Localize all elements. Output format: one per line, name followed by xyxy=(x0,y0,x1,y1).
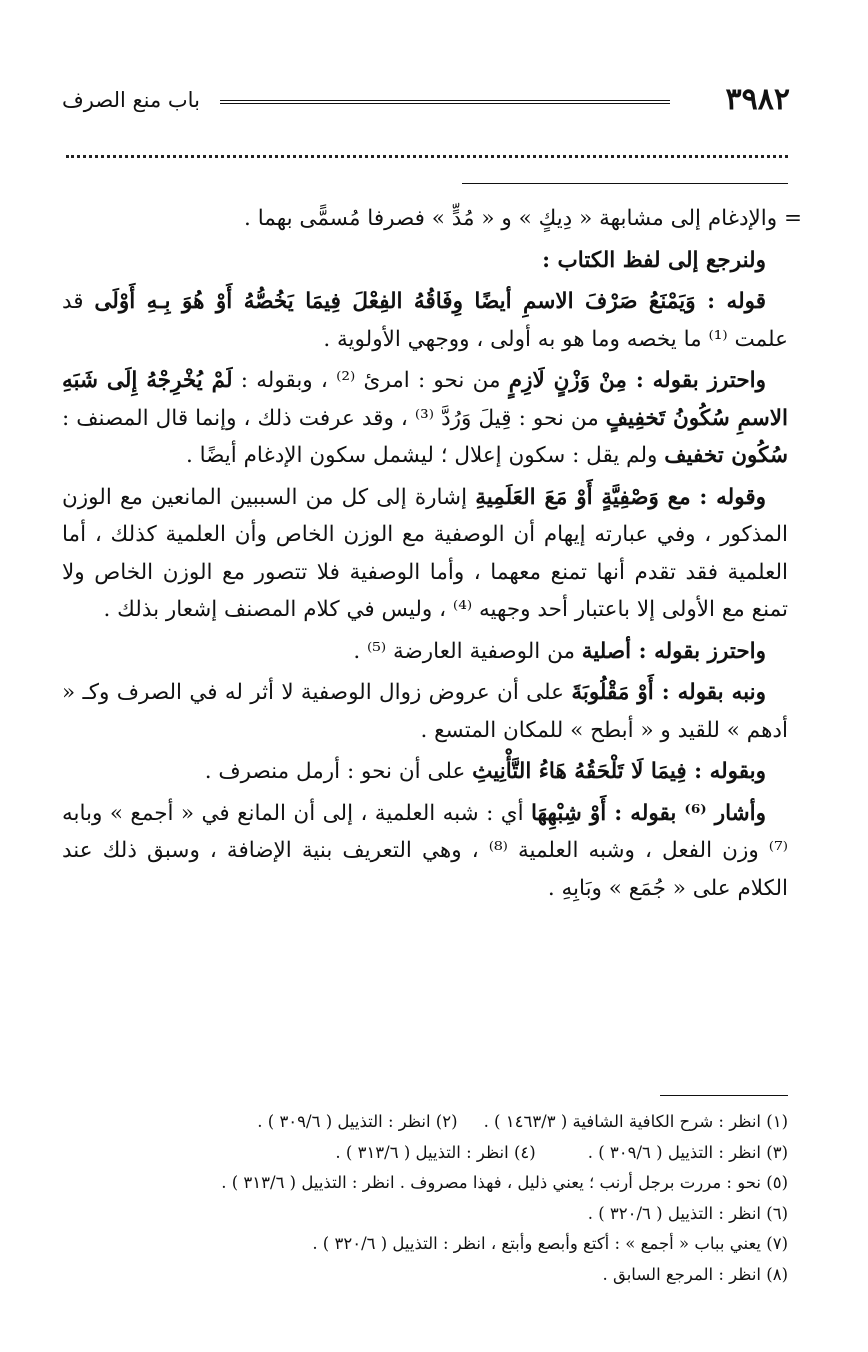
page-header xyxy=(62,82,790,122)
header-double-rule xyxy=(220,100,670,104)
bold-phrase: وبقوله : xyxy=(686,759,766,784)
footnote-8: (٨) انظر : المرجع السابق . xyxy=(602,1264,788,1284)
paragraph xyxy=(62,242,788,280)
footnote-2: (٢) انظر : التذييل ( ٣٠٩/٦ ) . xyxy=(257,1112,458,1131)
bold-phrase: ولنرجع إلى لفظ الكتاب : xyxy=(542,247,766,273)
quoted-matn: أصلية xyxy=(581,638,632,664)
footnote-3: (٣) انظر : التذييل ( ٣٠٩/٦ ) . xyxy=(587,1142,788,1162)
text-run: ولم يقل : سكون إعلال ؛ ليشمل سكون الإدغام أيضًا . xyxy=(185,443,665,468)
bold-phrase: قوله : xyxy=(695,289,767,314)
bold-phrase: واحترز بقوله : xyxy=(626,368,766,393)
footnote-5: (٥) نحو : مررت برجل أرنب ؛ يعني ذليل ، فهذا مصروف . انظر : التذييل ( ٣١٣/٦ ) . xyxy=(221,1173,788,1192)
running-title: باب منع الصرف xyxy=(62,88,200,112)
text-run: من نحو : قِيلَ وَرُدَّ ⁽³⁾ ، وقد عرفت ذلك ، وإنما قال المصنف : xyxy=(62,405,606,431)
text-run: إشارة إلى كل من السببين المانعين مع الوزن المذكور ، وفي عبارته إيهام أن الوصفية مع الوزن الخاص وأن العلمية كذلك ، أما العلمية فقد تقدم أنها تمنع معهما ، وأما الوصفية فلا تتصور مع الوزن الخاص ولا تمنع مع الأولى إلا باعتبار أحد وجهيه ⁽⁴⁾ ، وليس في كلام المصنف إشعار بذلك . xyxy=(62,484,788,622)
quoted-matn: مِنْ وَزْنٍ لَازِمٍ xyxy=(508,368,627,393)
paragraph xyxy=(62,795,788,908)
text-run: أي : شبه العلمية ، إلى أن المانع في « أجمع » وبابه ⁽⁷⁾ وزن الفعل ، وشبه العلمية ⁽⁸⁾ ، وهي التعريف بنية الإضافة ، وسبق ذلك عند الكلام على « جُمَع » وبَابِهِ . xyxy=(62,800,788,901)
quoted-matn: سُكُون تخفيف xyxy=(664,443,788,468)
text-run: على أن عروض زوال الوصفية لا أثر له في الصرف وكـ « أدهم » للقيد و « أبطح » للمكان المتسع . xyxy=(62,680,788,743)
quoted-matn: بقوله : أَوْ شِبْهِهَا xyxy=(530,800,677,826)
paragraph xyxy=(62,362,788,475)
continuation-footnote-rule xyxy=(462,183,788,184)
paragraph xyxy=(62,633,788,671)
bold-phrase: وقوله : xyxy=(690,484,766,510)
paragraph xyxy=(62,283,788,358)
quoted-matn: لَمْ يُخْرِجْهُ إِلَى شَبَهِ الاسمِ سُكُونُ تَخفِيفٍ xyxy=(62,368,789,431)
quoted-matn: أَوْ مَقْلُوبَةَ xyxy=(571,680,654,705)
main-text xyxy=(62,200,802,911)
bold-phrase: ونبه بقوله : xyxy=(653,680,767,705)
dotted-separator xyxy=(66,155,788,158)
text-run: من الوصفية العارضة ⁽⁵⁾ . xyxy=(353,638,582,664)
text-run: على أن نحو : أرمل منصرف . xyxy=(204,759,473,784)
footnote-rule xyxy=(660,1095,788,1096)
paragraph xyxy=(62,479,788,629)
footnotes xyxy=(62,1107,788,1290)
text-run: قد علمت ⁽¹⁾ ما يخصه وما هو به أولى ، ووجهي الأولوية . xyxy=(62,289,788,352)
quoted-matn: وَيَمْنَعُ صَرْفَ الاسمِ أيضًا وِفَاقُهُ الفِعْلَ فِيمَا يَخُصُّهُ أَوْ هُوَ بِـهِ أَوْلَى xyxy=(94,289,696,314)
paragraph xyxy=(62,753,788,791)
page-number: ٣٩٨٢ xyxy=(725,82,790,117)
footnote-7: (٧) يعني بباب « أجمع » : أكتع وأبصع وأبتع ، انظر : التذييل ( ٣٢٠/٦ ) . xyxy=(312,1234,788,1253)
bold-phrase: واحترز بقوله : xyxy=(631,638,766,664)
footnote-1: (١) انظر : شرح الكافية الشافية ( ١٤٦٣/٣ ) . xyxy=(483,1112,788,1131)
footnote-line xyxy=(62,1138,788,1169)
footnote-line xyxy=(62,1107,788,1138)
bold-phrase: وأشار ⁽⁶⁾ xyxy=(676,800,766,826)
footnote-4: (٤) انظر : التذييل ( ٣١٣/٦ ) . xyxy=(335,1142,536,1162)
text-run: من نحو : امرئ ⁽²⁾ ، وبقوله : xyxy=(232,368,509,393)
quoted-matn: فِيمَا لَا تَلْحَقُهُ هَاءُ التَّأْنِيثِ xyxy=(472,759,687,784)
footnote-6: (٦) انظر : التذييل ( ٣٢٠/٦ ) . xyxy=(587,1203,788,1223)
quoted-matn: مع وَصْفِيَّةٍ أَوْ مَعَ العَلَمِيةِ xyxy=(475,484,691,510)
paragraph xyxy=(62,674,788,749)
paragraph-continuation: = والإدغام إلى مشابهة « دِيكٍ » و « مُدٍّ » فصرفا مُسمًّى بهما . xyxy=(244,206,802,231)
